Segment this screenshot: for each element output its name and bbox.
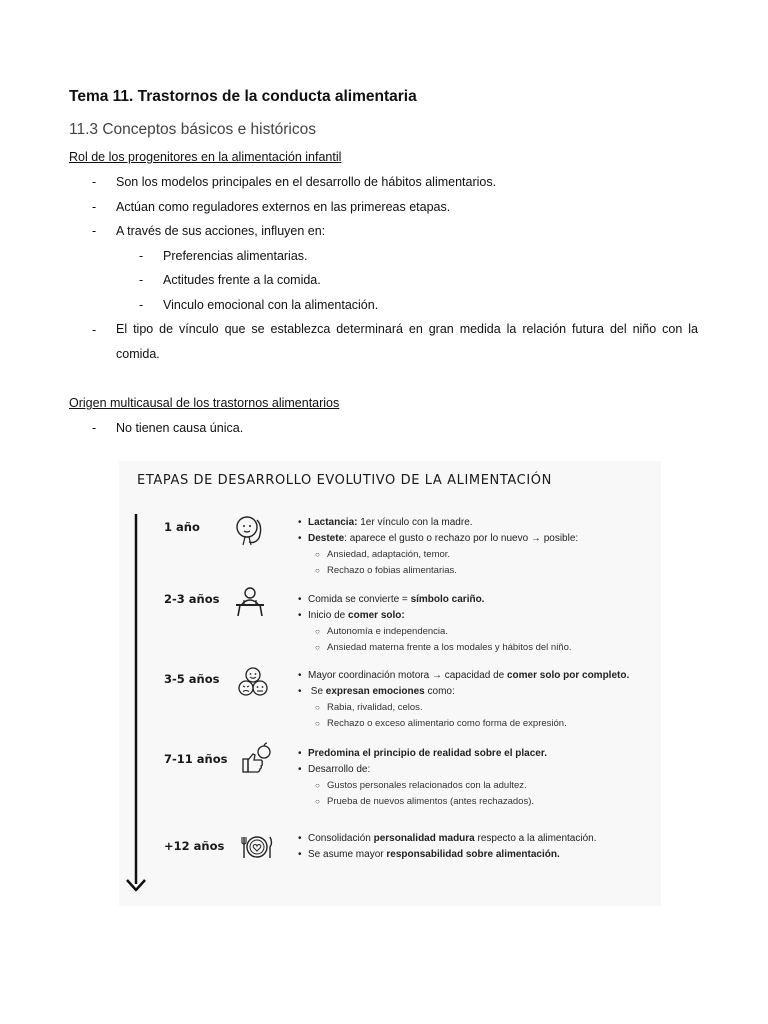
thumbs-up-apple-icon [240,742,274,776]
stage-bullet: • Se asume mayor responsabilidad sobre alimentación. [298,849,560,860]
list-item: Actúan como reguladores externos en las primereas etapas. [116,200,451,214]
stage-sub-bullet: ○ Autonomía e independencia. [315,626,448,637]
stage-bullet: • Predomina el principio de realidad sobre el placer. [298,748,547,759]
stage-bullet: • Inicio de comer solo: [298,610,405,621]
list-item: Son los modelos principales en el desarrollo de hábitos alimentarios. [116,175,497,189]
bullet-dash: - [139,273,144,287]
sub-list-item: Vinculo emocional con la alimentación. [163,298,379,312]
timeline-arrow-icon [124,512,150,896]
document-title: Tema 11. Trastornos de la conducta alimentaria [69,88,417,105]
list-item: No tienen causa única. [116,421,244,435]
stage-label-3-5-years: 3-5 años [164,672,220,686]
sub-list-item: Actitudes frente a la comida. [163,273,321,287]
child-at-table-icon [232,586,268,618]
stage-bullet: • Consolidación personalidad madura respecto a la alimentación. [298,833,597,844]
stage-bullet: • Mayor coordinación motora → capacidad de comer solo por completo. [298,670,630,681]
stage-sub-bullet: ○ Ansiedad materna frente a los modales y hábitos del niño. [315,642,572,653]
baby-icon [233,512,269,548]
stage-sub-bullet: ○ Gustos personales relacionados con la adultez. [315,780,527,791]
list-item: A través de sus acciones, influyen en: [116,224,326,238]
stage-sub-bullet: ○ Rechazo o fobias alimentarias. [315,565,457,576]
bullet-dash: - [92,200,97,214]
stage-bullet: • Se expresan emociones como: [298,686,455,697]
stage-bullet: • Destete: aparece el gusto o rechazo por lo nuevo → posible: [298,533,579,544]
stage-label-12-plus-years: +12 años [164,839,225,853]
bullet-dash: - [139,249,144,263]
bullet-dash: - [92,224,97,238]
stage-sub-bullet: ○ Prueba de nuevos alimentos (antes rechazados). [315,796,535,807]
bullet-dash: - [92,175,97,189]
infographic-title: ETAPAS DE DESARROLLO EVOLUTIVO DE LA ALIMENTACIÓN [137,473,552,488]
bullet-dash: - [92,323,97,337]
stage-bullet: • Lactancia: 1er vínculo con la madre. [298,517,473,528]
plate-heart-cutlery-icon [240,833,274,861]
sub-list-item: Preferencias alimentarias. [163,249,308,263]
stage-label-2-3-years: 2-3 años [164,592,220,606]
section-heading-roles: Rol de los progenitores en la alimentación infantil [69,150,342,164]
stage-sub-bullet: ○ Rabia, rivalidad, celos. [315,702,423,713]
list-item: El tipo de vínculo que se establezca determinará en gran medida la relación futura del niño con la comida. [116,322,698,361]
stage-label-1-year: 1 año [164,520,200,534]
bullet-dash: - [139,298,144,312]
bullet-dash: - [92,421,97,435]
section-subtitle: 11.3 Conceptos básicos e históricos [69,121,316,138]
stage-bullet: • Desarrollo de: [298,764,371,775]
stage-sub-bullet: ○ Rechazo o exceso alimentario como forma de expresión. [315,718,567,729]
stage-label-7-11-years: 7-11 años [164,752,228,766]
stage-sub-bullet: ○ Ansiedad, adaptación, temor. [315,549,451,560]
emotion-faces-icon [237,666,269,698]
stage-bullet: • Comida se convierte = símbolo cariño. [298,594,485,605]
section-heading-origin: Origen multicausal de los trastornos alimentarios [69,396,340,410]
